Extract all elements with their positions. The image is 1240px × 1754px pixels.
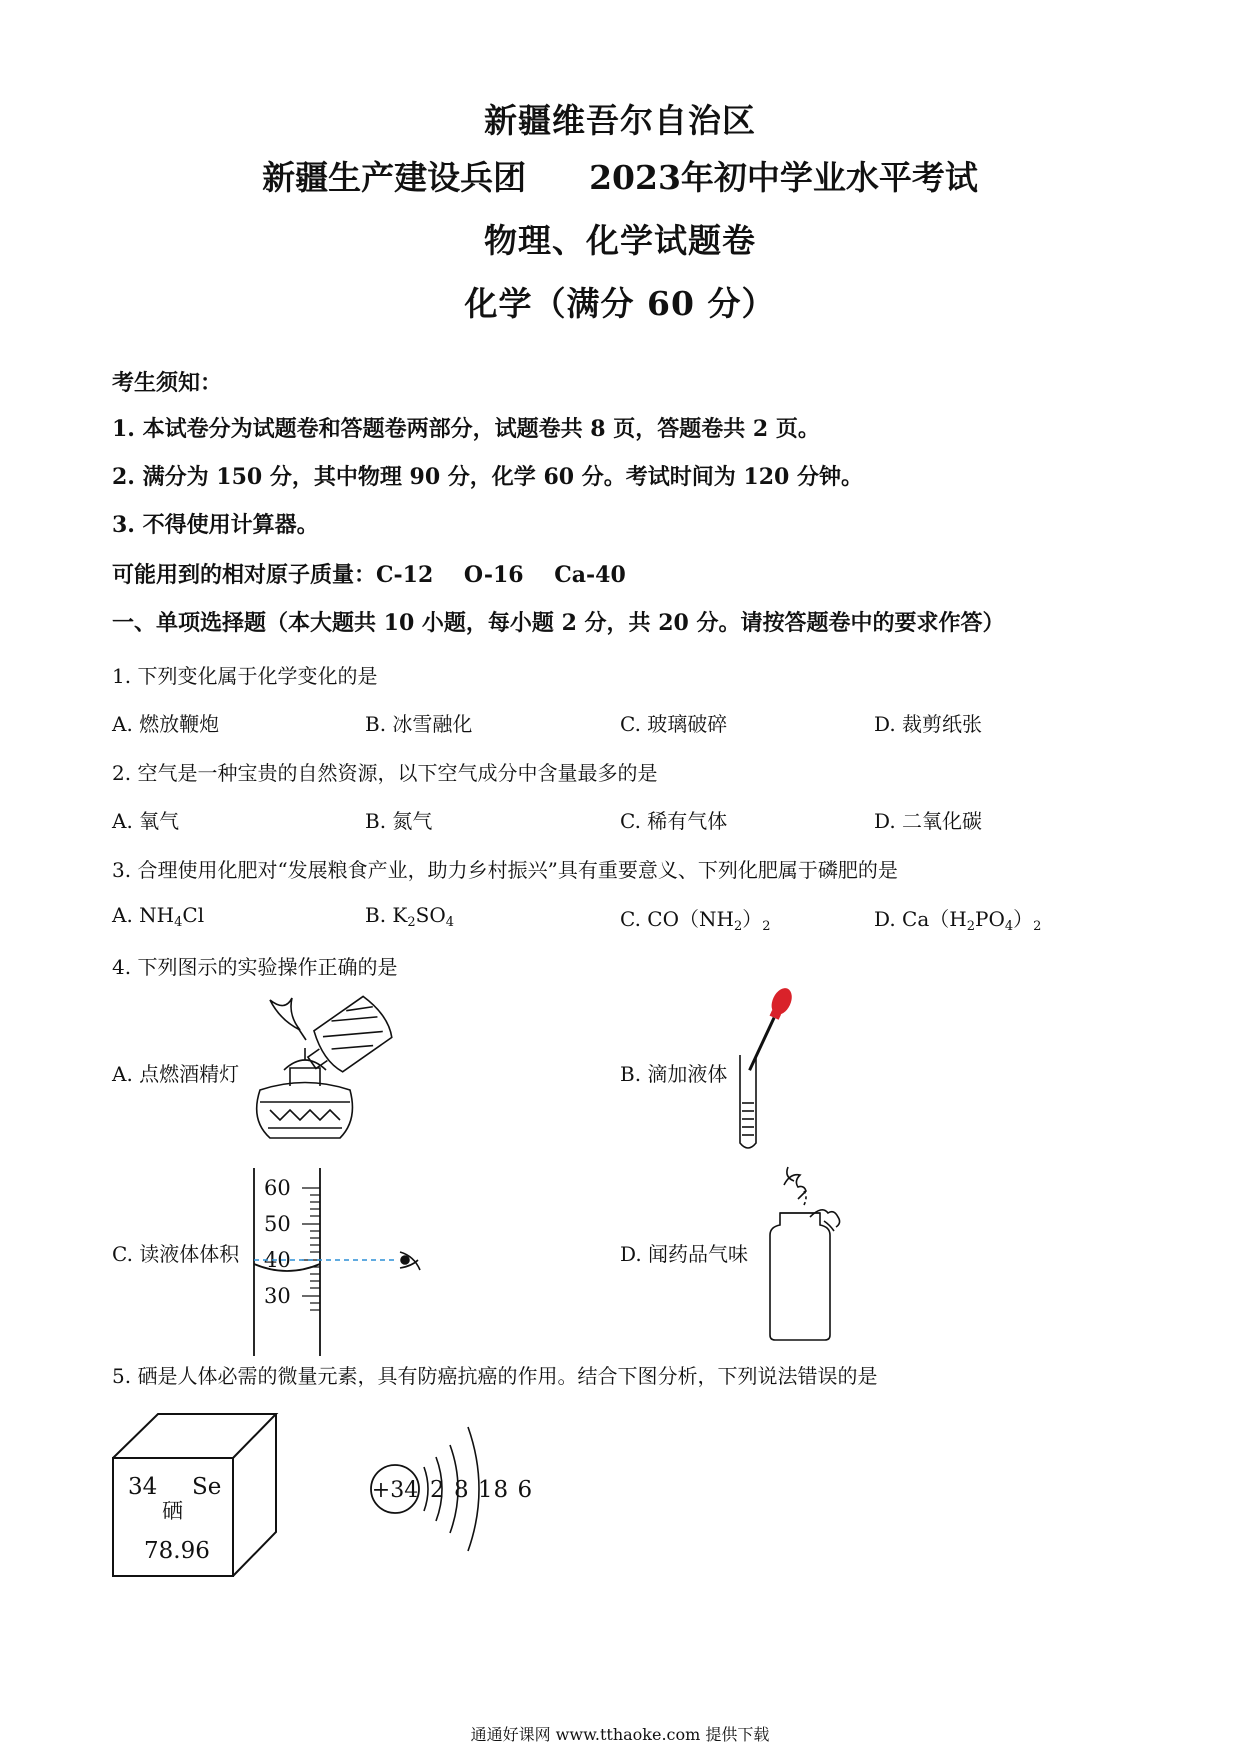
- q3-option-d: D. $Ca(H_2PO_4)_2$: [874, 907, 1042, 934]
- cylinder-tick-30: 30: [264, 1284, 291, 1308]
- q1-option-b: B. 冰雪融化: [365, 712, 473, 736]
- footer-source: 通通好课网 www.tthaoke.com 提供下载: [470, 1725, 770, 1744]
- dropper-test-tube-figure: [720, 985, 810, 1155]
- measuring-cylinder-figure: [250, 1160, 440, 1360]
- section-heading: 一、单项选择题（本大题共 10 小题，每小题 2 分，共 20 分。请按答题卷中的要求作答）: [112, 610, 1005, 636]
- reagent-bottle-figure: [760, 1165, 860, 1345]
- question-5-stem: 5. 硒是人体必需的微量元素，具有防癌抗癌的作用。结合下图分析，下列说法错误的是: [112, 1364, 878, 1388]
- q2-option-d: D. 二氧化碳: [874, 809, 983, 833]
- q4-option-a: A. 点燃酒精灯: [112, 1062, 240, 1086]
- q2-option-a: A. 氧气: [112, 809, 180, 833]
- notice-item-3: 3. 不得使用计算器。: [112, 512, 319, 538]
- q4-option-c: C. 读液体体积: [112, 1242, 240, 1266]
- question-2-stem: 2. 空气是一种宝贵的自然资源，以下空气成分中含量最多的是: [112, 761, 658, 785]
- exam-year-title: 2023年初中学业水平考试: [589, 158, 978, 197]
- nucleus-charge: +34: [371, 1478, 419, 1503]
- q4-option-d: D. 闻药品气味: [620, 1242, 749, 1266]
- element-symbol: Se: [192, 1474, 222, 1500]
- atom-structure-figure: [368, 1405, 538, 1565]
- q1-option-d: D. 裁剪纸张: [874, 712, 983, 736]
- element-cell-figure: [110, 1410, 280, 1580]
- atomic-mass-line: 可能用到的相对原子质量：C-12 O-16 Ca-40: [112, 562, 626, 588]
- notice-heading: 考生须知：: [112, 370, 223, 396]
- element-atomic-number: 34: [128, 1474, 158, 1500]
- notice-item-2: 2. 满分为 150 分，其中物理 90 分，化学 60 分。考试时间为 120 分钟。: [112, 464, 863, 490]
- q4-option-b: B. 滴加液体: [620, 1062, 728, 1086]
- corps-title: 新疆生产建设兵团: [262, 158, 527, 197]
- q3-option-c: C. $CO(NH_2)_2$: [620, 907, 771, 934]
- q3-option-a: A. $NH_4Cl$: [112, 903, 205, 930]
- q3-option-b: B. $K_2SO_4$: [365, 903, 455, 930]
- paper-title: 物理、化学试题卷: [484, 221, 756, 260]
- element-atomic-mass: 78.96: [144, 1538, 210, 1564]
- question-4-stem: 4. 下列图示的实验操作正确的是: [112, 955, 398, 979]
- subject-title: 化学（满分 60 分）: [464, 284, 776, 323]
- notice-item-1: 1. 本试卷分为试题卷和答题卷两部分，试题卷共 8 页，答题卷共 2 页。: [112, 416, 820, 442]
- q2-option-c: C. 稀有气体: [620, 809, 728, 833]
- exam-title: [0, 152, 1240, 199]
- region-title: 新疆维吾尔自治区: [484, 101, 756, 140]
- q1-option-c: C. 玻璃破碎: [620, 712, 728, 736]
- cylinder-tick-40: 40: [264, 1248, 291, 1272]
- cylinder-tick-60: 60: [264, 1176, 291, 1200]
- q2-option-b: B. 氮气: [365, 809, 433, 833]
- question-1-stem: 1. 下列变化属于化学变化的是: [112, 664, 378, 688]
- eye-icon: [400, 1252, 420, 1270]
- electron-shells: 2 8 18 6: [430, 1477, 534, 1503]
- cylinder-tick-50: 50: [264, 1212, 291, 1236]
- element-name: 硒: [162, 1499, 183, 1523]
- question-3-stem: 3. 合理使用化肥对“发展粮食产业，助力乡村振兴”具有重要意义、下列化肥属于磷肥的是: [112, 858, 898, 882]
- q1-option-a: A. 燃放鞭炮: [112, 712, 220, 736]
- alcohol-lamp-figure: [240, 990, 410, 1150]
